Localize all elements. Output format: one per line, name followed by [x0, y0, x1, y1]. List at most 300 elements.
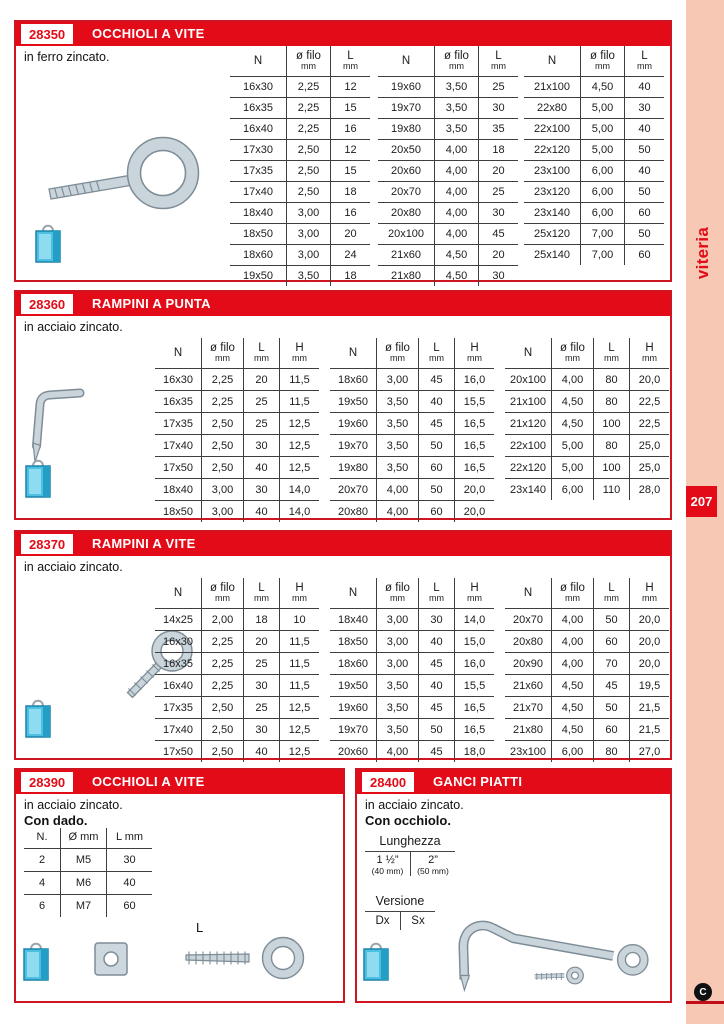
table-cell: 11,5 [279, 369, 319, 390]
table-cell: 20x70 [391, 186, 421, 198]
table-row [505, 368, 669, 390]
table-row [155, 390, 319, 412]
flat-hook-image [437, 910, 667, 995]
package-icon [24, 697, 52, 739]
section-28350 [14, 20, 672, 282]
table-cell: 21,5 [629, 719, 669, 740]
table-cell: 4,00 [376, 741, 418, 762]
table-cell: 16,5 [454, 457, 494, 478]
table-cell: 4,50 [551, 675, 593, 696]
table-cell: 15,0 [454, 631, 494, 652]
table-cell: 17x50 [163, 745, 193, 758]
column-header: ø filo mm [434, 46, 478, 76]
section-subtitle: in acciaio zincato. [365, 798, 464, 812]
table-cell: 4,00 [434, 161, 478, 181]
table-cell: 20x70 [513, 613, 543, 626]
column-header: N [547, 54, 557, 67]
spec-table [230, 46, 370, 286]
table-header-row [505, 338, 669, 368]
table-cell: 17x40 [163, 723, 193, 736]
table-row [155, 412, 319, 434]
table-row [378, 181, 518, 202]
table-cell: 19x80 [338, 461, 368, 474]
table-cell: 20x80 [338, 505, 368, 518]
table-row [330, 456, 494, 478]
package-icon [34, 222, 62, 264]
table-header-row [330, 338, 494, 368]
table-row [330, 500, 494, 522]
table-cell: 11,5 [279, 631, 319, 652]
section-title: RAMPINI A PUNTA [92, 296, 211, 311]
size-value: 1 ½” [376, 854, 399, 866]
table-row [330, 478, 494, 500]
table-cell: 22,5 [629, 413, 669, 434]
table-row [505, 630, 669, 652]
table-cell: 3,50 [376, 697, 418, 718]
table-cell: 14,0 [279, 501, 319, 522]
table-cell: 60 [418, 457, 454, 478]
column-header: N [173, 586, 183, 599]
table-header-row [155, 338, 319, 368]
table-cell: 2 [38, 854, 46, 866]
column-header: ø filo mm [201, 578, 243, 608]
table-row [155, 674, 319, 696]
column-header: N [348, 346, 358, 359]
column-header: L mm [593, 578, 629, 608]
table-cell: 10 [279, 609, 319, 630]
table-header-row [330, 578, 494, 608]
table-cell: 22x120 [533, 144, 571, 156]
table-cell: 80 [593, 369, 629, 390]
table-cell: 45 [593, 675, 629, 696]
table-row [230, 202, 370, 223]
table-cell: 2,25 [286, 77, 330, 97]
table-cell: 21x100 [533, 81, 571, 93]
table-cell: 50 [624, 224, 664, 244]
table-cell: 20x90 [513, 657, 543, 670]
table-cell: 30 [624, 98, 664, 118]
table-cell: 22,5 [629, 391, 669, 412]
table-cell: 12,5 [279, 719, 319, 740]
table-cell: 3,50 [376, 675, 418, 696]
table-cell: 4,00 [434, 203, 478, 223]
column-header: L mm [330, 46, 370, 76]
table-cell: 70 [593, 653, 629, 674]
table-cell: 4,50 [434, 245, 478, 265]
table-cell: 30 [106, 849, 152, 871]
table-cell: 2,50 [201, 413, 243, 434]
table-cell: 3,50 [286, 266, 330, 286]
table-cell: 17x50 [163, 461, 193, 474]
table-cell: 3,00 [376, 653, 418, 674]
section-code-badge: 28390 [21, 772, 73, 792]
spec-table [155, 338, 319, 522]
package-icon [22, 940, 50, 982]
table-row [230, 244, 370, 265]
table-row [505, 390, 669, 412]
table-cell: 20 [478, 245, 518, 265]
table-cell: 40 [624, 119, 664, 139]
table-cell: 40 [624, 161, 664, 181]
table-cell: 19x60 [338, 417, 368, 430]
table-row [330, 652, 494, 674]
table-body [378, 76, 518, 286]
table-cell: 16,0 [454, 653, 494, 674]
versione-table [365, 894, 435, 930]
table-cell: 2,50 [286, 182, 330, 202]
table-cell: 21x60 [391, 249, 421, 261]
table-row [155, 456, 319, 478]
section-title: GANCI PIATTI [433, 774, 523, 789]
table-cell: 16x35 [163, 657, 193, 670]
column-header: N [523, 586, 533, 599]
table-row [230, 223, 370, 244]
table-cell: 20x70 [338, 483, 368, 496]
table-cell: 17x30 [243, 144, 273, 156]
column-header: N [253, 54, 263, 67]
table-cell: 3,00 [201, 479, 243, 500]
table-cell: 4,50 [551, 413, 593, 434]
table-cell: 4,50 [551, 391, 593, 412]
table-cell: 6 [38, 900, 46, 912]
section-banner [16, 770, 343, 794]
table-cell: 28,0 [629, 479, 669, 500]
section-banner [16, 22, 670, 46]
table-cell: 2,25 [286, 119, 330, 139]
table-cell: 4,00 [434, 224, 478, 244]
column-header: ø filo mm [580, 46, 624, 76]
table-cell: 3,00 [286, 245, 330, 265]
table-row [330, 412, 494, 434]
column-header: H mm [454, 338, 494, 368]
table-cell: 16,5 [454, 413, 494, 434]
section-subtitle: in acciaio zincato. [24, 798, 123, 812]
section-subtitle: in ferro zincato. [24, 50, 110, 64]
table-cell: 50 [624, 140, 664, 160]
table-row [378, 202, 518, 223]
table-cell: 3,00 [376, 631, 418, 652]
table-cell: 45 [418, 697, 454, 718]
table-cell: 25 [478, 182, 518, 202]
table-cell: 20,0 [629, 653, 669, 674]
table-row [378, 244, 518, 265]
table-cell: 18x40 [243, 207, 273, 219]
table-cell: 20,0 [454, 501, 494, 522]
section-title: OCCHIOLI A VITE [92, 26, 205, 41]
table-cell: 25 [243, 697, 279, 718]
column-header: H mm [279, 578, 319, 608]
table-cell: 21x70 [513, 701, 543, 714]
table-cell: 21x120 [509, 417, 547, 430]
table-cell: 18x50 [243, 228, 273, 240]
length-dimension-label: L [196, 920, 204, 935]
table-cell: 25 [243, 413, 279, 434]
table-row [524, 97, 664, 118]
table-row [230, 97, 370, 118]
table-cell: 30 [478, 266, 518, 286]
table-cell: 21x100 [509, 395, 547, 408]
table-cell: 3,50 [434, 77, 478, 97]
table-cell: 3,50 [376, 457, 418, 478]
table-row [24, 871, 152, 894]
table-cell: 23x140 [509, 483, 547, 496]
column-header: N [173, 346, 183, 359]
table-cell: 5,00 [580, 98, 624, 118]
table-cell: 14x25 [163, 613, 193, 626]
table-cell: 22x100 [509, 439, 547, 452]
publisher-logo: C [694, 983, 712, 1001]
table-cell: 50 [418, 479, 454, 500]
table-row [505, 608, 669, 630]
table-cell: 30 [243, 435, 279, 456]
table-cell: 12,5 [279, 413, 319, 434]
table-cell: 20x60 [338, 745, 368, 758]
column-header: L mm [418, 578, 454, 608]
table-cell: 4,00 [434, 140, 478, 160]
table-cell: 3,50 [434, 119, 478, 139]
table-cell: 20,0 [629, 609, 669, 630]
table-cell: 19x50 [338, 679, 368, 692]
table-cell: 6,00 [580, 203, 624, 223]
table-row [505, 456, 669, 478]
table-row [230, 181, 370, 202]
table-cell: 110 [593, 479, 629, 500]
column-header: H mm [279, 338, 319, 368]
table-row [378, 139, 518, 160]
table-row [524, 76, 664, 97]
table-row [330, 696, 494, 718]
table-cell: 2,50 [201, 457, 243, 478]
table-cell: 80 [593, 435, 629, 456]
section-code-badge: 28400 [362, 772, 414, 792]
table-row [524, 139, 664, 160]
spec-table [330, 338, 494, 522]
table-cell: 27,0 [629, 741, 669, 762]
table-cell: 20 [243, 631, 279, 652]
table-cell: 23x120 [533, 186, 571, 198]
section-variant-note: Con occhiolo. [365, 813, 451, 828]
table-cell: 2,25 [286, 98, 330, 118]
table-cell: 19x50 [338, 395, 368, 408]
table-body [24, 848, 152, 917]
table-cell: 12,5 [279, 741, 319, 762]
table-row [330, 390, 494, 412]
square-nut-image [94, 942, 128, 976]
table-cell: 2,00 [201, 609, 243, 630]
table-cell: Sx [400, 912, 435, 930]
table-cell: 16x30 [163, 373, 193, 386]
table-body [524, 76, 664, 265]
table-cell: 12 [330, 77, 370, 97]
table-row [155, 630, 319, 652]
table-cell: 20 [243, 369, 279, 390]
table-cell: 4,50 [551, 697, 593, 718]
table-row [330, 608, 494, 630]
table-cell: 2,50 [286, 161, 330, 181]
table-cell: 45 [478, 224, 518, 244]
table-cell: 5,00 [580, 119, 624, 139]
table-cell: 3,50 [376, 391, 418, 412]
table-body [155, 368, 319, 522]
table-row [155, 368, 319, 390]
table-cell: 3,00 [201, 501, 243, 522]
table-row [155, 740, 319, 762]
table-row [505, 434, 669, 456]
table-cell: 4,50 [551, 719, 593, 740]
table-cell: 19x60 [338, 701, 368, 714]
table-cell: 20x100 [509, 373, 547, 386]
screw-eye-image [131, 933, 331, 985]
table-cell: 2,50 [286, 140, 330, 160]
table-cell: M6 [60, 872, 106, 894]
package-icon [24, 457, 52, 499]
section-28390 [14, 768, 345, 1003]
table-header-row [524, 46, 664, 76]
table-cell: 17x35 [163, 417, 193, 430]
table-cell: 30 [478, 98, 518, 118]
table-cell: 4,00 [551, 653, 593, 674]
table-cell [410, 852, 455, 876]
column-header: ø filo mm [376, 338, 418, 368]
table-cell: 25,0 [629, 457, 669, 478]
table-cell: 5,00 [551, 457, 593, 478]
table-cell: 12,5 [279, 697, 319, 718]
table-cell: 35 [478, 119, 518, 139]
table-row [230, 265, 370, 286]
table-cell: 4,00 [376, 479, 418, 500]
table-cell: 30 [243, 719, 279, 740]
table-header-row [378, 46, 518, 76]
table-row [505, 674, 669, 696]
table-cell: 18 [330, 182, 370, 202]
table-cell: 16 [330, 203, 370, 223]
table-cell: M7 [60, 895, 106, 917]
table-cell: 19,5 [629, 675, 669, 696]
table-cell: 11,5 [279, 391, 319, 412]
table-cell: 30 [418, 609, 454, 630]
table-row [330, 718, 494, 740]
table-cell: 100 [593, 457, 629, 478]
table-cell: 18,0 [454, 741, 494, 762]
column-header: Ø mm [60, 828, 106, 848]
table-cell: 25 [478, 77, 518, 97]
table-row [378, 265, 518, 286]
table-cell: 2,50 [201, 719, 243, 740]
section-title: OCCHIOLI A VITE [92, 774, 205, 789]
table-cell: 20 [330, 224, 370, 244]
table-cell: 16x40 [163, 679, 193, 692]
column-header: ø filo mm [551, 338, 593, 368]
section-banner [357, 770, 670, 794]
section-28360 [14, 290, 672, 520]
section-code-badge: 28350 [21, 24, 73, 44]
table-cell: 11,5 [279, 675, 319, 696]
table-cell: 18 [330, 266, 370, 286]
table-cell: 60 [106, 895, 152, 917]
spec-table [24, 828, 152, 917]
table-cell: 16x40 [243, 123, 273, 135]
table-cell: 3,00 [286, 224, 330, 244]
table-cell: 18x60 [338, 373, 368, 386]
table-cell: M5 [60, 849, 106, 871]
table-cell: 3,50 [376, 435, 418, 456]
table-row [378, 76, 518, 97]
table-row [330, 740, 494, 762]
package-icon [362, 940, 390, 982]
size-value: 2” [428, 854, 438, 866]
table-cell: 22x80 [537, 102, 567, 114]
table-cell: 12 [330, 140, 370, 160]
table-row [155, 652, 319, 674]
table-cell: 24 [330, 245, 370, 265]
table-cell: 14,0 [454, 609, 494, 630]
table-row [155, 500, 319, 522]
lunghezza-table [365, 834, 455, 876]
table-body [505, 608, 669, 762]
section-title: RAMPINI A VITE [92, 536, 196, 551]
table-row [505, 740, 669, 762]
table-row [155, 478, 319, 500]
table-row [330, 368, 494, 390]
column-header: L mm [624, 46, 664, 76]
table-body [155, 608, 319, 762]
table-row [524, 223, 664, 244]
table-cell: 20x50 [391, 144, 421, 156]
table-row [365, 852, 455, 876]
table-cell: 60 [593, 631, 629, 652]
table-cell: Dx [375, 915, 390, 927]
versione-title: Versione [365, 894, 435, 912]
table-cell: 19x60 [391, 81, 421, 93]
table-cell: 20,0 [454, 479, 494, 500]
table-cell: 3,00 [286, 203, 330, 223]
table-cell: 25x120 [533, 228, 571, 240]
table-row [230, 160, 370, 181]
table-cell: 30 [478, 203, 518, 223]
table-cell: 50 [418, 719, 454, 740]
table-cell: 45 [418, 653, 454, 674]
table-cell: 25x140 [533, 249, 571, 261]
column-header: N [401, 54, 411, 67]
table-cell: 20,0 [629, 631, 669, 652]
table-cell: 4,00 [551, 369, 593, 390]
table-cell: 16,5 [454, 697, 494, 718]
table-cell: 19x70 [338, 723, 368, 736]
table-cell: 6,00 [551, 741, 593, 762]
table-body [505, 368, 669, 500]
table-cell: 40 [418, 675, 454, 696]
column-header: N [348, 586, 358, 599]
table-cell: 19x50 [243, 270, 273, 282]
table-cell: 21x60 [513, 679, 543, 692]
table-cell: 15,5 [454, 391, 494, 412]
table-cell: 40 [243, 501, 279, 522]
table-row [230, 118, 370, 139]
table-cell: 3,00 [376, 609, 418, 630]
size-mm: (40 mm) [371, 866, 404, 876]
table-cell: 17x40 [163, 439, 193, 452]
table-cell: 2,25 [201, 391, 243, 412]
table-cell: 18x60 [243, 249, 273, 261]
table-row [524, 160, 664, 181]
table-cell: 18 [243, 609, 279, 630]
table-cell: 3,00 [376, 369, 418, 390]
table-cell: 16 [330, 119, 370, 139]
table-row [155, 434, 319, 456]
table-cell: 16x35 [243, 102, 273, 114]
table-row [230, 139, 370, 160]
spec-table [524, 46, 664, 265]
